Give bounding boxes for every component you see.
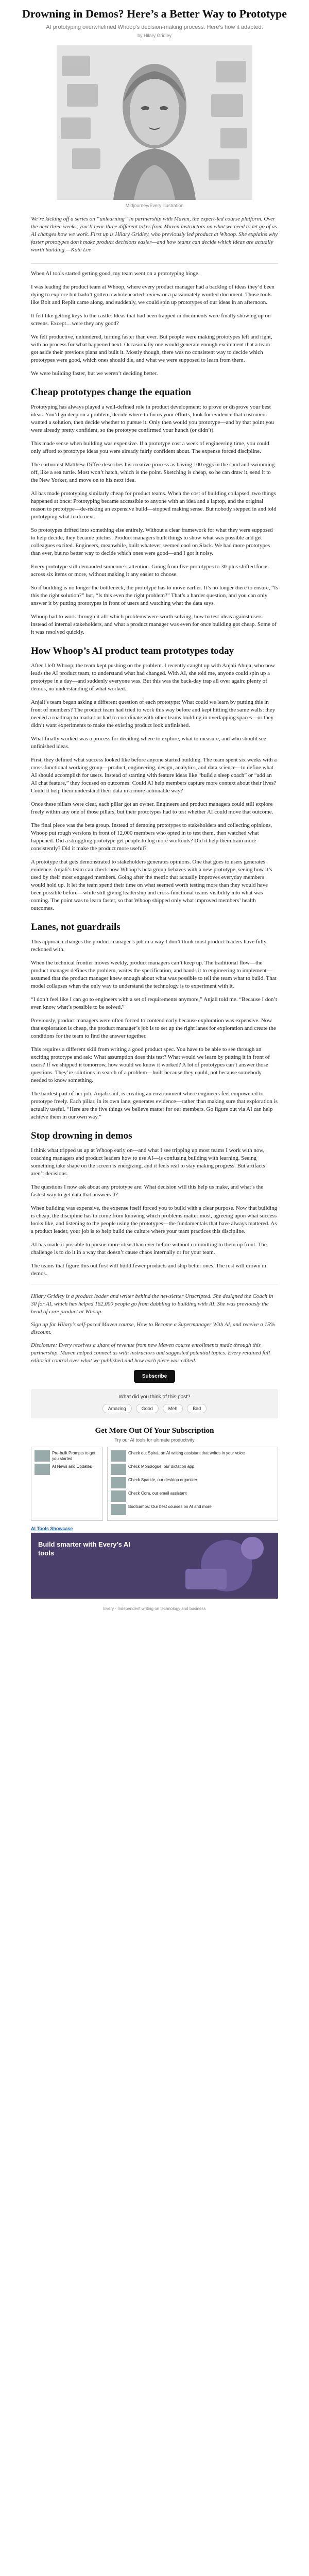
- promo-item-label: Check out Spiral, an AI writing assistant that writes in your voice: [128, 1451, 245, 1455]
- showcase-label[interactable]: AI Tools Showcase: [31, 1526, 73, 1531]
- statue-illustration-icon: [57, 45, 252, 200]
- article-byline[interactable]: by Hilary Gridley: [137, 33, 171, 38]
- divider: [31, 263, 278, 264]
- promo-item-label: Pre-built Prompts to get you started: [52, 1451, 96, 1461]
- thumbnail-icon: [111, 1490, 126, 1502]
- paragraph: So if building is no longer the bottleneck, the prototype has to move earlier. It’s no longer there to ensure, “Is this the right solution?” but, “Is this even the right problem?” That’s a harder question, and you can only answer it by putting prototypes in front of users and watching what the data says.: [31, 585, 278, 606]
- promo-subtitle: [0, 1437, 309, 1443]
- promo-item-label: AI News and Updates: [52, 1464, 92, 1469]
- paragraph: Whoop had to work through it all: which problems were worth solving, how to test ideas against users instead of internal stakeholders, and what a product manager was even for once building got cheap. Some of it was resolved quickly.: [31, 614, 277, 635]
- article-title: Drowning in Demos? Here’s a Better Way to Prototype: [22, 7, 287, 20]
- promo-item[interactable]: [111, 1477, 274, 1488]
- paragraph: The teams that figure this out first will build fewer products and ship better ones. The rest will drown in demos.: [31, 1263, 266, 1277]
- article-body: [0, 270, 309, 1278]
- promo-cards: [31, 1447, 278, 1521]
- paragraph: A prototype that gets demonstrated to stakeholders generates opinions. One that goes to users generates evidence. Anjali’s team can check how Whoop’s beta group behaves with a new prototype, seeing how it’s used by their most engaged members. Going after the metric that actually improves everyday members would hold up. It let the team spend their time on what seemed worth testing more than they would have been possible before—while still giving leadership and cross-functional teams visibility into what was coming. The point was to learn faster, so that Whoop shipped only what improved members’ health outcomes.: [31, 859, 272, 911]
- section-heading: Stop drowning in demos: [31, 1130, 132, 1141]
- author-bio-text: Hilary Gridley is a product leader and writer behind the newsletter Unscripted. She designed the Coach in 30 for AI, which has helped 162,000 people go from dabbling to building with AI. She was previously the head of core product at Whoop.: [31, 1293, 273, 1315]
- thumbnail-icon: [111, 1450, 126, 1462]
- paragraph: So prototypes drifted into something else entirely. Without a clear framework for what they were supposed to help decide, they became pitches. Product managers built things to show what was possible and get colleagues excited. Engineers, meanwhile, built whatever seemed cool on Slack. We had more prototypes than ever, but no better way to decide which ones were good—and I got it noisy.: [31, 527, 273, 556]
- poll-option-meh[interactable]: Meh: [163, 1404, 183, 1413]
- paragraph: AI has made it possible to pursue more ideas than ever before without committing to them up front. The challenge is to do it in a way that doesn’t cause chaos internally or for your team.: [31, 1242, 267, 1256]
- paragraph: When building was expensive, the expense itself forced you to build with a clear purpose. Now that building is cheap, the discipline has to come from knowing which problems matter most, agreeing upon what success looks like, and listening to the people using the prototypes—the fundamentals that have always mattered. As a product leader, your job is to help build the culture where your team practices this discipline.: [31, 1205, 278, 1234]
- section-heading: How Whoop’s AI product team prototypes today: [31, 646, 234, 656]
- subscribe-button[interactable]: Subscribe: [134, 1370, 175, 1383]
- promo-item[interactable]: [111, 1504, 274, 1515]
- thumbnail-icon: [111, 1504, 126, 1515]
- hero-figure: [0, 41, 309, 210]
- promo-card-right: [107, 1447, 278, 1521]
- poll-option-bad[interactable]: Bad: [187, 1404, 207, 1413]
- paragraph: The hardest part of her job, Anjali said, is creating an environment where engineers feel empowered to prototype freely. Each pillar, in its own lane, generates evidence—rather than making sure that exploration is actually useful. “Here are the five things we believe matter for our members. Go figure out via AI can help achieve them in our own way.”: [31, 1091, 278, 1120]
- promo-item[interactable]: [35, 1464, 99, 1475]
- paragraph: Once these pillars were clear, each pillar got an owner. Engineers and product managers could still explore freely within any one of those pillars, but their prototypes had to test whether AI could move that outcome.: [31, 801, 273, 815]
- poll-options: [37, 1404, 272, 1413]
- paragraph: This made sense when building was expensive. If a prototype cost a week of engineering time, you could only afford to prototype ideas you were already fairly confident about. The expense forced discipline.: [31, 440, 269, 454]
- promo-item-label: Bootcamps: Our best courses on AI and more: [128, 1504, 212, 1509]
- thumbnail-icon: [35, 1464, 50, 1475]
- article-intro: We’re kicking off a series on “unlearning” in partnership with Maven, the expert-led course platform. Over the next three weeks, you’ll hear three different takes from Maven instructors on what we need to let go of as AI changes how we work. First up is Hilary Gridley, who previously led product at Whoop. She explains why faster prototypes don’t make product decisions easier—and how teams can decide which ideas are actually worth building.—Kate Lee: [31, 216, 278, 253]
- page-footer: Every · Independent writing on technology and business: [103, 1606, 206, 1611]
- paragraph: Previously, product managers were often forced to contend early because exploration was expensive. Now that exploration is cheap, the product manager’s job is to set up the right lanes for exploration and create the conditions for the team to find the answer together.: [31, 1018, 276, 1039]
- paragraph: We felt productive, unhindered, turning faster than ever. But people were making prototypes left and right, with no process for what happened next. Occasionally one would generate enough excitement that a team got aside their previous plans and built it. Mostly though, there was no consistent way to decide which prototypes were good, which ones should die, and what we were supposed to learn from them.: [31, 334, 272, 363]
- paragraph: When the technical frontier moves weekly, product managers can’t keep up. The traditional flow—the product manager defines the problem, writes the specification, and hands it to engineering to implement—assumed that the product manager knew enough about what was possible to tell the team what to build. That model collapses when the only way to understand the technology is to experiment with it.: [31, 960, 277, 989]
- paragraph: This approach changes the product manager’s job in a way I don’t think most product leaders have fully reckoned with.: [31, 939, 267, 953]
- poll-option-amazing[interactable]: Amazing: [102, 1404, 132, 1413]
- poll-option-good[interactable]: Good: [136, 1404, 159, 1413]
- paragraph: The questions I now ask about any prototype are: What decision will this help us make, and what’s the fastest way to get data that answers it?: [31, 1184, 264, 1198]
- subscribe-section: [0, 1370, 309, 1383]
- promo-item-label: Check Cora, our email assistant: [128, 1491, 187, 1496]
- paragraph: First, they defined what success looked like before anyone started building. The team spent six weeks with a cross-functional working group—product, engineering, design, analytics, and data science—to define what AI should accomplish for users. Instead of starting with feature ideas like “build a sleep coach” or “add an AI chat feature,” they focused on outcomes: Could AI help members capture more context about their lives? Could it help them understand their data in a more actionable way?: [31, 757, 277, 794]
- paragraph: What finally worked was a process for deciding where to explore, what to measure, and who should see unfinished ideas.: [31, 736, 266, 750]
- promo-item-label: Check Monologue, our dictation app: [128, 1464, 195, 1469]
- paragraph: I think what tripped us up at Whoop early on—and what I see tripping up most teams I work with now, coaching managers and product leaders how to use AI—is confusing building with learning. Seeing something take shape on the screen is energizing, and it feels real to stay making progress. But artifacts aren’t decisions.: [31, 1147, 265, 1177]
- paragraph: I was leading the product team at Whoop, where every product manager had a backlog of ideas they’d been dying to explore but hadn’t gotten a wholehearted review or a passionately worded document. Those tools like Bolt and Replit came along, and suddenly, we could spin up prototypes of our ideas in an afternoon.: [31, 284, 274, 306]
- section-heading: Cheap prototypes change the equation: [31, 387, 192, 398]
- showcase-text: Build smarter with Every’s AI tools: [38, 1540, 130, 1557]
- thumbnail-icon: [111, 1477, 126, 1488]
- promo-subtitle-text: Try our AI tools for ultimate productivity: [114, 1437, 195, 1443]
- paragraph: We were building faster, but we weren’t deciding better.: [31, 370, 158, 377]
- hero-caption: Midjourney/Every illustration: [125, 203, 184, 208]
- paragraph: AI has made prototyping similarly cheap for product teams. When the cost of building collapsed, two things happened at once: Prototyping became accessible to anyone with an idea and a laptop, and the original reason to prototype—de-risking an expensive build—stopped making sense. But nobody stepped in and told prototyping what to do next.: [31, 490, 277, 520]
- thumbnail-icon: [35, 1450, 50, 1462]
- promo-item-label: Check Sparkle, our desktop organizer: [128, 1478, 197, 1482]
- paragraph: The final piece was the beta group. Instead of demoing prototypes to stakeholders and collecting opinions, Whoop put rough versions in front of 12,000 members who opted in to test them, then watched what happened. Did a struggling prototype get people to log more workouts? Did it help them train more consistently? Did it make the product more useful?: [31, 822, 272, 852]
- disclosure-text: Disclosure: Every receives a share of revenue from new Maven course enrollments made through this partnership. Maven helped connect us with instructors and suggested potential topics. Every retained full editorial control over what we published and how each piece was edited.: [31, 1342, 270, 1364]
- hero-image: [57, 45, 252, 200]
- promo-item[interactable]: [111, 1464, 274, 1475]
- promo-item[interactable]: [35, 1450, 99, 1462]
- thumbnail-icon: [111, 1464, 126, 1475]
- paragraph: Prototyping has always played a well-defined role in product development: to prove or disprove your best ideas. You’d go deep on a problem, decide where to focus your efforts, look for evidence that customers wanted a solution, then decide whether to pursue it. Only then would you prototype—and by that point you were already pretty confident, so the prototype confirmed your hunch (or didn’t).: [31, 404, 274, 433]
- paragraph: This requires a different skill from writing a good product spec. You have to be able to see through an exciting prototype and ask: What assumption does this test? What would we learn by putting it in front of users? If we shipped it tomorrow, how would we know it worked? A lot of prototypes can’t answer those questions. They’re solutions in search of a problem—built because they could, not because somebody needed to know something.: [31, 1046, 270, 1083]
- article-header: [0, 0, 309, 41]
- showcase-banner[interactable]: [31, 1533, 278, 1599]
- section-heading: Lanes, not guardrails: [31, 922, 121, 933]
- promo-card-left: [31, 1447, 103, 1521]
- author-bio: [0, 1291, 309, 1365]
- paragraph: It felt like getting keys to the castle. Ideas that had been trapped in documents were finally showing up on screens. Except…were they any good?: [31, 313, 271, 327]
- article-subtitle: AI prototyping overwhelmed Whoop’s decision-making process. Here’s how it adapted.: [46, 24, 263, 30]
- poll-question: What did you think of this post?: [118, 1394, 191, 1400]
- paragraph: When AI tools started getting good, my team went on a prototyping binge.: [31, 270, 200, 277]
- paragraph: After I left Whoop, the team kept pushing on the problem. I recently caught up with Anjali Ahuja, who now leads the AI product team, to understand what had changed. With AI, she told me, anyone could spin up a prototype in a day—and suddenly everyone was. But this was the back-day trap all over again: plenty of demos, no understanding of what worked.: [31, 663, 275, 692]
- paragraph: “I don’t feel like I can go to engineers with a set of requirements anymore,” Anjali told me. “Because I don’t even know what’s possible to be solved.”: [31, 996, 277, 1010]
- course-signup-text[interactable]: Sign up for Hilary’s self-paced Maven course, How to Become a Supermanager With AI, and receive a 15% discount.: [31, 1321, 275, 1335]
- paragraph: Anjali’s team began asking a different question of each prototype: What could we learn by putting this in front of members? The product team had tried to work this way before and kept hitting the same walls: they needed a roadmap to market or had to coordinate with other teams building in overlapping spaces—or they didn’t want experiments to make the existing product look unfinished.: [31, 699, 276, 728]
- feedback-poll: [31, 1389, 278, 1418]
- paragraph: Every prototype still demanded someone’s attention. Going from five prototypes to 30-plus shifted focus across six items or more, without making it any easier to choose.: [31, 564, 269, 578]
- promo-item[interactable]: [111, 1450, 274, 1462]
- paragraph: The cartoonist Matthew Diffee describes his creative process as having 100 eggs in the sand and swimming off, like a sea turtle. Most won’t hatch, which is the point. Sketching is cheap, so he can draw it, send it to the New Yorker, and move on to his next idea.: [31, 462, 275, 483]
- promo-title: Get More Out Of Your Subscription: [95, 1427, 214, 1435]
- promo-item[interactable]: [111, 1490, 274, 1502]
